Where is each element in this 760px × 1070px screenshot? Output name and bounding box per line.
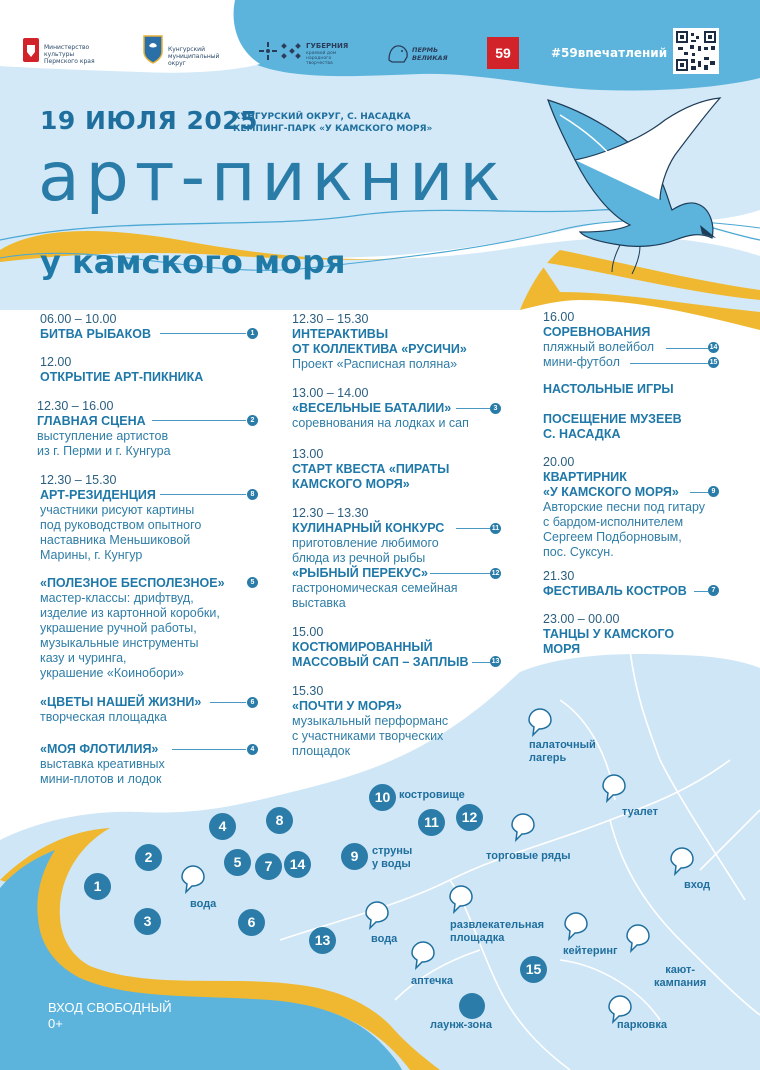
map-ref-badge: 9 — [708, 486, 719, 497]
event-desc: мини-футбол — [543, 355, 620, 369]
leader-line — [456, 528, 490, 529]
event-name: НАСТОЛЬНЫЕ ИГРЫ — [543, 382, 674, 396]
event-name: КУЛИНАРНЫЙ КОНКУРС — [292, 521, 445, 535]
event-desc: мини-плотов и лодок — [40, 772, 162, 786]
pin-water-icon — [180, 864, 206, 894]
event-useful-useless — [40, 576, 275, 681]
event-desc: с бардом-исполнителем — [543, 515, 684, 529]
event-kvartirnik — [543, 455, 748, 560]
qr-code[interactable] — [673, 28, 719, 74]
event-desc: площадок — [292, 744, 351, 758]
event-desc: музыкальный перформанс — [292, 714, 449, 728]
qr-code-icon — [676, 31, 716, 71]
pin-toilet-icon — [601, 773, 627, 803]
leader-line — [152, 420, 246, 421]
label-line: кают- — [665, 964, 696, 976]
event-museums — [543, 412, 743, 442]
event-desc: пляжный волейбол — [543, 340, 655, 354]
map-ref-badge: 7 — [708, 585, 719, 596]
event-time: 20.00 — [543, 455, 575, 469]
ministry-text: Министерство культуры Пермского края — [44, 44, 95, 65]
event-time: 12.30 – 16.00 — [37, 399, 114, 413]
event-desc: казу и чуринга, — [40, 651, 127, 665]
event-main-stage — [37, 399, 272, 459]
map-point-13[interactable]: 13 — [309, 927, 336, 954]
map-ref-badge: 1 — [247, 328, 258, 339]
event-fishermen — [40, 312, 275, 342]
event-board-games — [543, 382, 743, 397]
map-ref-badge: 14 — [709, 344, 718, 351]
event-time: 13.00 – 14.00 — [292, 386, 369, 400]
event-time: 12.30 – 15.30 — [40, 473, 117, 487]
leader-line — [430, 573, 490, 574]
event-time: 06.00 – 10.00 — [40, 312, 117, 326]
kungur-coat-icon — [142, 34, 164, 64]
label-toilet: туалет — [622, 806, 658, 818]
map-point-5[interactable]: 5 — [224, 849, 251, 876]
event-name: СОРЕВНОВАНИЯ — [543, 325, 651, 339]
event-place-line2: КЕМПИНГ-ПАРК «У КАМСКОГО МОРЯ» — [233, 124, 433, 134]
kungur-logo — [142, 34, 232, 70]
event-name: КАМСКОГО МОРЯ» — [292, 477, 410, 491]
event-desc: выставка креативных — [40, 757, 165, 771]
event-desc: пос. Суксун. — [543, 545, 614, 559]
event-desc: приготовление любимого — [292, 536, 439, 550]
event-name: КВАРТИРНИК — [543, 470, 627, 484]
event-desc: творческая площадка — [40, 710, 167, 724]
map-point-6[interactable]: 6 — [238, 909, 265, 936]
lounge-zone-marker[interactable] — [459, 993, 485, 1019]
event-desc: мастер-классы: дрифтвуд, — [40, 591, 194, 605]
event-name: «РЫБНЫЙ ПЕРЕКУС» — [292, 566, 428, 580]
label-water-2: вода — [371, 933, 398, 945]
label-line: площадка — [450, 932, 505, 944]
event-time: 12.30 – 15.30 — [292, 312, 369, 326]
leader-line — [666, 348, 708, 349]
event-dances — [543, 612, 743, 657]
label-strings — [372, 845, 412, 871]
event-time: 23.00 – 00.00 — [543, 612, 620, 626]
event-name: ОТ КОЛЛЕКТИВА «РУСИЧИ» — [292, 342, 467, 356]
label-parking: парковка — [617, 1019, 667, 1031]
event-name: «У КАМСКОГО МОРЯ» — [543, 485, 679, 499]
label-fireplace: костровище — [399, 789, 465, 801]
badge-59-logo — [487, 37, 519, 69]
label-pharmacy: аптечка — [411, 975, 454, 987]
pin-trade-icon — [510, 812, 536, 842]
event-desc: музыкальные инструменты — [40, 636, 199, 650]
event-name: «ПОЛЕЗНОЕ БЕСПОЛЕЗНОЕ» — [40, 576, 225, 590]
page-title: арт-пикник — [38, 138, 507, 217]
event-desc: наставника Меньшиковой — [40, 533, 191, 547]
ministry-logo — [22, 36, 102, 68]
perm-coat-icon — [22, 36, 40, 64]
map-point-11[interactable]: 11 — [418, 809, 445, 836]
leader-line — [694, 591, 708, 592]
label-line: у воды — [372, 858, 411, 870]
free-entry: ВХОД СВОБОДНЫЙ — [48, 1000, 172, 1015]
event-name: С. НАСАДКА — [543, 427, 621, 441]
map-point-15[interactable]: 15 — [520, 956, 547, 983]
leader-line — [160, 494, 246, 495]
bear-icon — [386, 40, 410, 66]
label-cabin — [654, 964, 706, 990]
map-ref-badge: 3 — [490, 403, 501, 414]
pin-entertainment-icon — [448, 884, 474, 914]
event-name: ИНТЕРАКТИВЫ — [292, 327, 389, 341]
leader-line — [456, 408, 490, 409]
map-ref-badge: 8 — [247, 489, 258, 500]
guberniya-sub: краевой дом народного творчества — [306, 51, 337, 66]
map-point-3[interactable]: 3 — [134, 908, 161, 935]
event-name: БИТВА РЫБАКОВ — [40, 327, 151, 341]
leader-line — [630, 363, 708, 364]
event-desc: гастрономическая семейная — [292, 581, 458, 595]
event-desc: Сергеем Подборновым, — [543, 530, 682, 544]
map-point-9[interactable]: 9 — [341, 843, 368, 870]
map-point-10[interactable]: 10 — [369, 784, 396, 811]
map-ref-badge: 2 — [247, 415, 258, 426]
label-tent-camp — [529, 739, 596, 765]
map-point-1[interactable]: 1 — [84, 873, 111, 900]
event-desc: украшение ручной работы, — [40, 621, 197, 635]
event-name: ОТКРЫТИЕ АРТ-ПИКНИКА — [40, 370, 204, 384]
map-ref-badge: 13 — [491, 658, 500, 665]
label-water-1: вода — [190, 898, 217, 910]
event-almost-sea — [292, 684, 527, 759]
event-name: ФЕСТИВАЛЬ КОСТРОВ — [543, 584, 687, 598]
event-desc: с участниками творческих — [292, 729, 444, 743]
pin-pharmacy-icon — [410, 940, 436, 970]
leader-line — [472, 662, 490, 663]
event-name: ГЛАВНАЯ СЦЕНА — [37, 414, 146, 428]
event-desc: соревнования на лодках и сап — [292, 416, 469, 430]
event-time: 15.30 — [292, 684, 324, 698]
guberniya-title: ГУБЕРНИЯ — [306, 42, 349, 50]
pin-tent-icon — [527, 707, 553, 737]
label-line: лагерь — [529, 752, 567, 764]
hashtag[interactable]: #59впечатлений — [551, 46, 668, 60]
event-place-line1: КУНГУРСКИЙ ОКРУГ, С. НАСАДКА — [233, 112, 411, 122]
leader-line — [210, 702, 246, 703]
map-ref-badge: 15 — [709, 359, 718, 366]
event-desc: Марины, г. Кунгур — [40, 548, 143, 562]
badge-59-text: 59 — [489, 39, 517, 67]
event-desc: Авторские песни под гитару — [543, 500, 705, 514]
event-opening — [40, 355, 275, 385]
label-entertainment — [450, 919, 544, 945]
label-line: струны — [372, 845, 413, 857]
event-name: ПОСЕЩЕНИЕ МУЗЕЕВ — [543, 412, 682, 426]
event-art-residence — [40, 473, 275, 563]
pin-entrance-icon — [669, 846, 695, 876]
map-point-8[interactable]: 8 — [266, 807, 293, 834]
event-desc: украшение «Коинобори» — [40, 666, 184, 680]
label-trade-rows: торговые ряды — [486, 850, 571, 862]
perm-text: ПЕРМЬ ВЕЛИКАЯ — [412, 46, 448, 62]
event-name: МАССОВЫЙ САП – ЗАПЛЫВ — [292, 655, 469, 669]
event-desc: участники рисуют картины — [40, 503, 195, 517]
map-ref-badge: 5 — [247, 577, 258, 588]
perm-logo — [386, 40, 446, 70]
event-name: КОСТЮМИРОВАННЫЙ — [292, 640, 433, 654]
map-ref-badge: 4 — [247, 744, 258, 755]
label-lounge: лаунж-зона — [430, 1019, 493, 1031]
page-subtitle: у камского моря — [40, 243, 346, 281]
label-line: палаточный — [529, 739, 596, 751]
event-name: МОРЯ — [543, 642, 581, 656]
map-point-12[interactable]: 12 — [456, 804, 483, 831]
event-name: «ВЕСЕЛЬНЫЕ БАТАЛИИ» — [292, 401, 452, 415]
pin-catering-icon — [563, 911, 589, 941]
leader-line — [690, 492, 708, 493]
label-line: кампания — [654, 977, 707, 989]
map-point-4[interactable]: 4 — [209, 813, 236, 840]
map-ref-badge: 12 — [491, 570, 500, 577]
label-line: развлекательная — [450, 919, 545, 931]
map-point-14[interactable]: 14 — [284, 851, 311, 878]
event-name: ТАНЦЫ У КАМСКОГО — [543, 627, 675, 641]
event-name: «ЦВЕТЫ НАШЕЙ ЖИЗНИ» — [40, 695, 202, 709]
event-desc: Проект «Расписная поляна» — [292, 357, 458, 371]
event-name: АРТ-РЕЗИДЕНЦИЯ — [40, 488, 156, 502]
event-interactives — [292, 312, 527, 372]
leader-line — [172, 749, 246, 750]
event-flowers — [40, 695, 275, 725]
guberniya-pattern-icon — [258, 40, 302, 62]
pin-cabin-icon — [625, 923, 651, 953]
map-point-7[interactable]: 7 — [255, 853, 282, 880]
event-time: 13.00 — [292, 447, 324, 461]
label-catering: кейтеринг — [563, 945, 618, 957]
event-desc: изделие из картонной коробки, — [40, 606, 220, 620]
kungur-text: Кунгурский муниципальный округ — [168, 46, 220, 67]
event-name: «ПОЧТИ У МОРЯ» — [292, 699, 402, 713]
event-desc: под руководством опытного — [40, 518, 202, 532]
event-desc: из г. Перми и г. Кунгура — [37, 444, 171, 458]
age-rating: 0+ — [48, 1016, 63, 1031]
label-entrance: вход — [684, 879, 711, 891]
pin-water-icon — [364, 900, 390, 930]
event-desc: выступление артистов — [37, 429, 169, 443]
event-time: 21.30 — [543, 569, 575, 583]
event-desc: выставка — [292, 596, 346, 610]
map-point-2[interactable]: 2 — [135, 844, 162, 871]
map-ref-badge: 6 — [247, 697, 258, 708]
event-desc: блюда из речной рыбы — [292, 551, 426, 565]
event-cooking — [292, 506, 527, 566]
event-time: 16.00 — [543, 310, 575, 324]
event-time: 12.00 — [40, 355, 72, 369]
map-ref-badge: 11 — [491, 525, 500, 532]
event-name: «МОЯ ФЛОТИЛИЯ» — [40, 742, 159, 756]
event-time: 12.30 – 13.30 — [292, 506, 369, 520]
leader-line — [160, 333, 246, 334]
event-time: 15.00 — [292, 625, 324, 639]
event-date: 19 ИЮЛЯ 2025 — [40, 106, 259, 135]
guberniya-logo — [258, 40, 348, 70]
event-name: СТАРТ КВЕСТА «ПИРАТЫ — [292, 462, 450, 476]
event-quest — [292, 447, 527, 492]
